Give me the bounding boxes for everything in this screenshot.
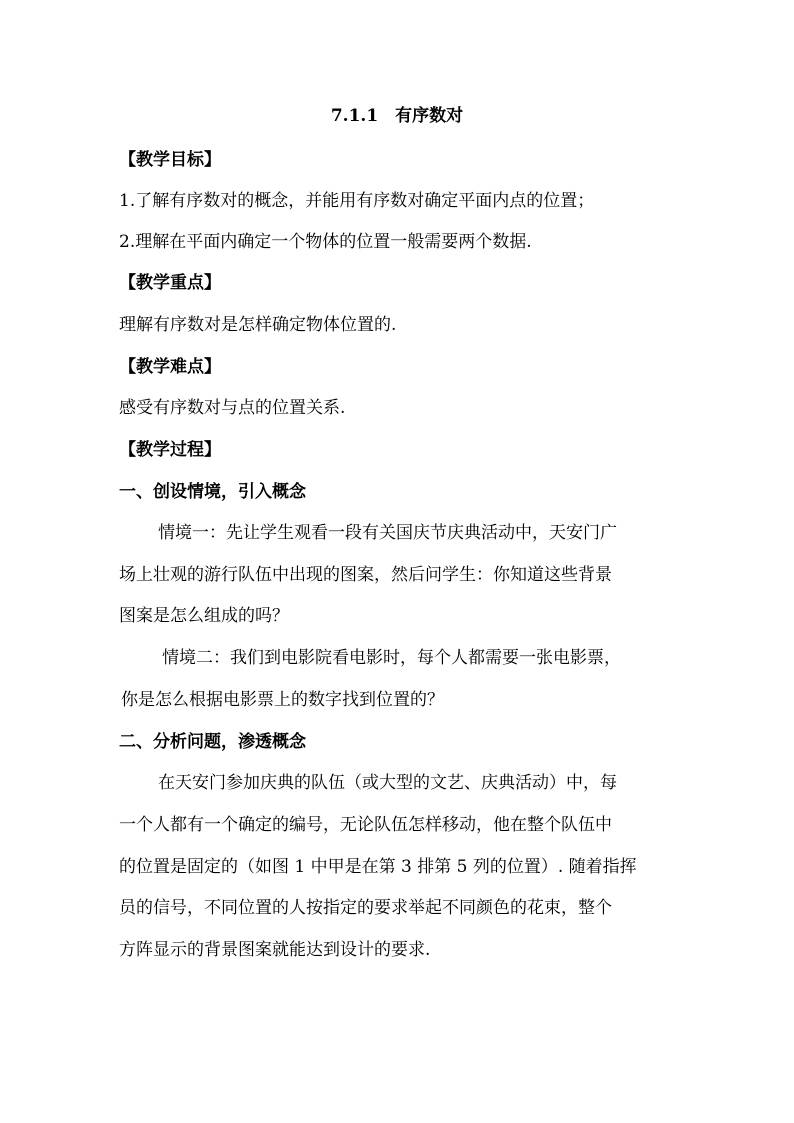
analysis-line-1: 在天安门参加庆典的队伍（或大型的文艺、庆典活动）中，每 xyxy=(158,773,617,793)
scene2-line-1: 情境二：我们到电影院看电影时，每个人都需要一张电影票， xyxy=(162,648,621,668)
analysis-line-4: 员的信号，不同位置的人按指定的要求举起不同颜色的花束，整个 xyxy=(119,898,612,918)
goals-heading: 【教学目标】 xyxy=(119,150,221,170)
difficulty-heading: 【教学难点】 xyxy=(119,357,221,377)
analysis-line-3: 的位置是固定的（如图 1 中甲是在第 3 排第 5 列的位置）. 随着指挥 xyxy=(119,857,637,877)
analysis-line-2: 一个人都有一个确定的编号，无论队伍怎样移动，他在整个队伍中 xyxy=(119,815,612,835)
part1-heading: 一、创设情境，引入概念 xyxy=(119,482,306,502)
page-title: 7.1.1 有序数对 xyxy=(330,106,464,126)
difficulty-text: 感受有序数对与点的位置关系. xyxy=(119,398,346,418)
key-points-text: 理解有序数对是怎样确定物体位置的. xyxy=(119,315,397,335)
scene1-line-1: 情境一：先让学生观看一段有关国庆节庆典活动中，天安门广 xyxy=(158,523,617,543)
scene2-line-2: 你是怎么根据电影票上的数字找到位置的？ xyxy=(121,690,444,710)
goal-item-1: 1.了解有序数对的概念，并能用有序数对确定平面内点的位置； xyxy=(119,191,595,211)
analysis-line-5: 方阵显示的背景图案就能达到设计的要求. xyxy=(119,940,431,960)
scene1-line-3: 图案是怎么组成的吗？ xyxy=(119,606,289,626)
part2-heading: 二、分析问题，渗透概念 xyxy=(119,732,306,752)
process-heading: 【教学过程】 xyxy=(119,440,221,460)
goal-item-2: 2.理解在平面内确定一个物体的位置一般需要两个数据. xyxy=(119,232,532,252)
key-points-heading: 【教学重点】 xyxy=(119,273,221,293)
scene1-line-2: 场上壮观的游行队伍中出现的图案，然后问学生：你知道这些背景 xyxy=(119,565,612,585)
